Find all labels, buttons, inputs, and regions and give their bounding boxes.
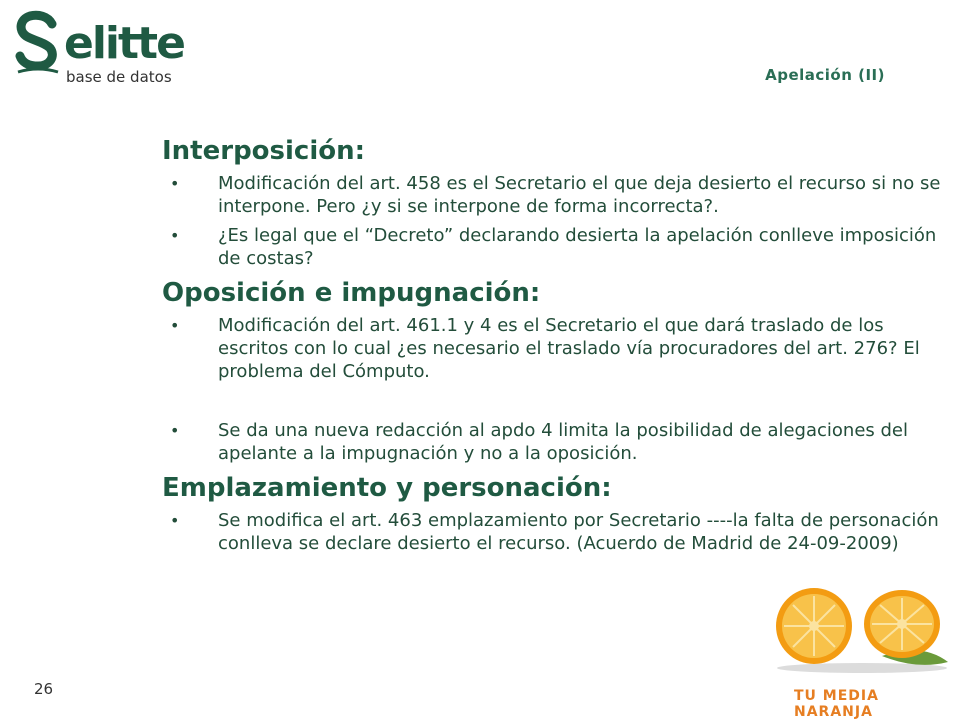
- bullet-icon: •: [170, 226, 180, 245]
- bullet-list-oposicion: [162, 314, 942, 465]
- list-item: [162, 224, 942, 270]
- bullet-list-interposicion: [162, 172, 942, 270]
- logo-brand-text: elitte: [64, 18, 184, 69]
- slide-content: [162, 130, 942, 561]
- bullet-text: ¿Es legal que el “Decreto” declarando desierta la apelación conlleve imposición de costas?: [218, 225, 937, 269]
- list-item: [162, 509, 942, 555]
- list-item: [162, 419, 942, 465]
- list-item: [162, 314, 942, 383]
- bullet-text: Se modifica el art. 463 emplazamiento por Secretario ----la falta de personación conlleva se declare desierto el recurso. (Acuerdo de Madrid de 24-09-2009): [218, 510, 939, 554]
- elitte-logo: [14, 10, 214, 90]
- section-heading-emplazamiento: Emplazamiento y personación:: [162, 473, 612, 503]
- section-heading-oposicion: Oposición e impugnación:: [162, 278, 541, 308]
- slide-title: Apelación (II): [765, 66, 885, 84]
- bullet-icon: •: [170, 421, 180, 440]
- logo-subtitle: base de datos: [66, 68, 172, 86]
- footer-tagline: TU MEDIA NARANJA: [794, 688, 879, 720]
- bullet-icon: •: [170, 316, 180, 335]
- s-logo-icon: [14, 10, 62, 78]
- bullet-text: Se da una nueva redacción al apdo 4 limita la posibilidad de alegaciones del apelante a la impugnación y no a la oposición.: [218, 420, 909, 464]
- bullet-text: Modificación del art. 458 es el Secretario el que deja desierto el recurso si no se interpone. Pero ¿y si se interpone de forma incorrecta?.: [218, 173, 941, 217]
- bullet-text: Modificación del art. 461.1 y 4 es el Secretario el que dará traslado de los escritos con lo cual ¿es necesario el traslado vía procuradores del art. 276? El problema del Cómputo.: [218, 315, 920, 382]
- bullet-icon: •: [170, 511, 180, 530]
- page-number: 26: [34, 680, 54, 698]
- list-item: [162, 172, 942, 218]
- orange-halves-icon: [762, 584, 952, 674]
- section-heading-interposicion: Interposición:: [162, 136, 366, 166]
- bullet-list-emplazamiento: [162, 509, 942, 555]
- bullet-icon: •: [170, 174, 180, 193]
